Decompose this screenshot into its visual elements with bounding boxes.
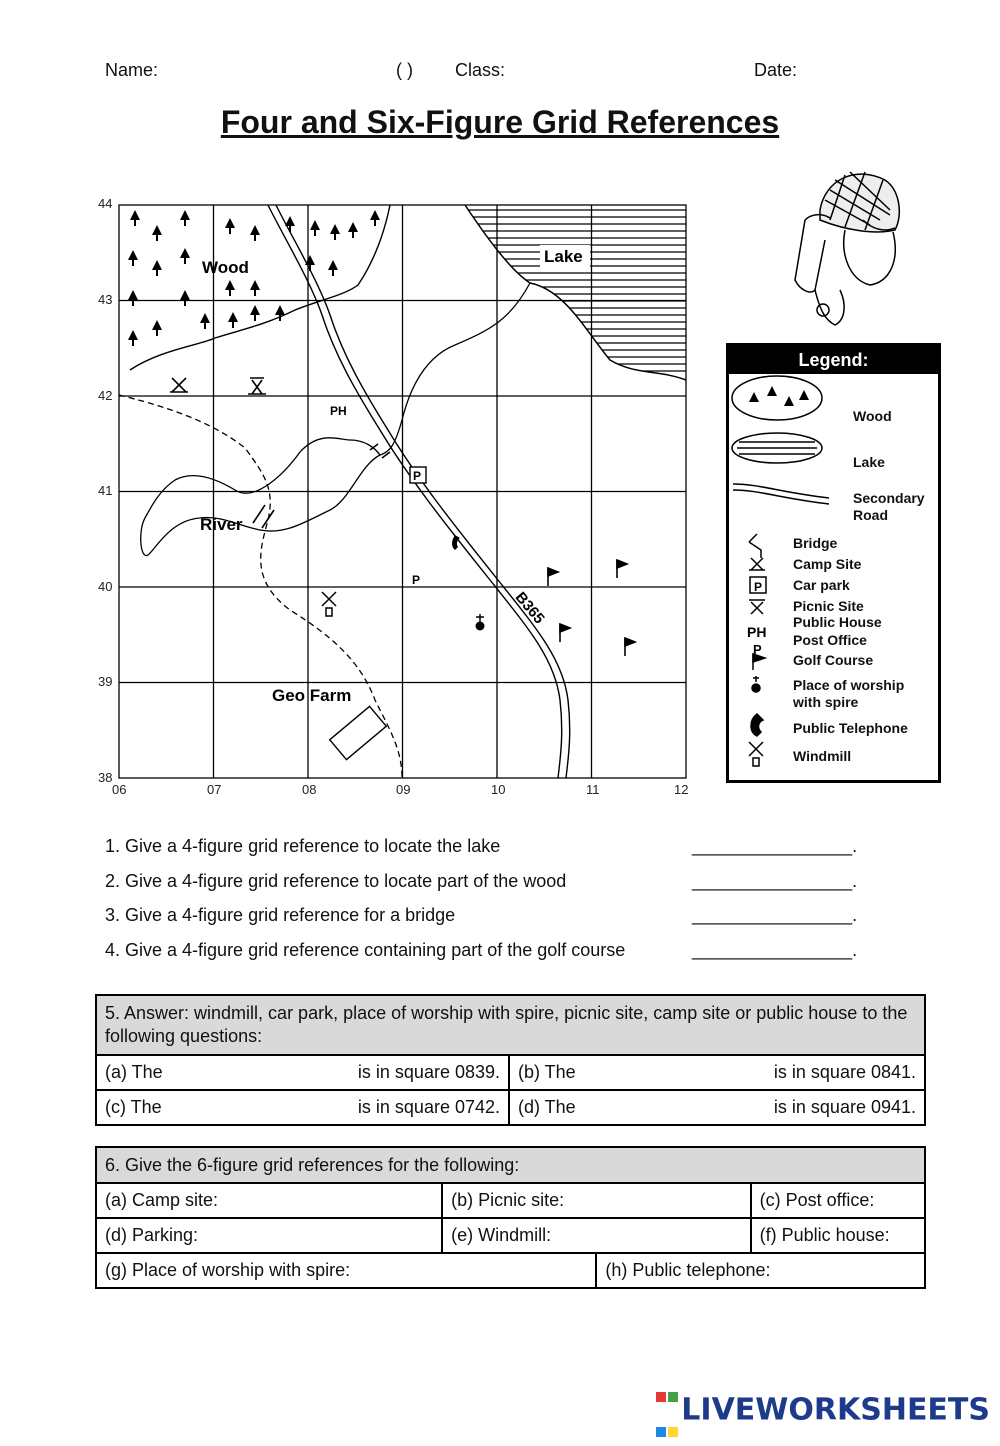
q6-camp-site[interactable]: (a) Camp site:	[96, 1183, 442, 1218]
easting-label: 10	[491, 782, 506, 797]
q5-cell-label: (b) The	[518, 1062, 576, 1082]
picnic-site-icon	[248, 378, 266, 394]
northing-label: 44	[98, 196, 113, 211]
q5-cell-label: (a) The	[105, 1062, 163, 1082]
logo-blocks-icon	[655, 1376, 679, 1446]
northing-label: 40	[98, 579, 113, 594]
easting-label: 08	[302, 782, 317, 797]
camp-site-icon	[170, 378, 188, 392]
legend-item: Windmill	[793, 748, 852, 764]
northing-label: 43	[98, 292, 113, 307]
camp-symbol	[749, 558, 765, 570]
post-office-label: P	[412, 573, 421, 587]
page-title: Four and Six-Figure Grid References	[220, 104, 780, 140]
worship-symbol	[752, 684, 760, 692]
northing-label: 39	[98, 674, 113, 689]
answer-blank[interactable]: ________________.	[692, 871, 858, 891]
map-legend	[726, 343, 941, 783]
q5-cell-square: is in square 0839.	[357, 1062, 500, 1082]
car-park-icon	[410, 467, 426, 483]
q6-post-office[interactable]: (c) Post office:	[751, 1183, 925, 1218]
legend-ph-symbol: PH	[747, 624, 767, 640]
legend-item: Post Office	[793, 632, 867, 648]
legend-item: Bridge	[793, 535, 838, 551]
river-label: River	[200, 515, 243, 534]
index-parentheses: ( )	[396, 60, 413, 80]
question-text: 4. Give a 4-figure grid reference containing part of the golf course	[105, 940, 626, 960]
farm-building	[330, 706, 387, 759]
road-label: B365	[511, 588, 548, 628]
legend-carpark-symbol-letter: P	[754, 580, 763, 594]
q6-public-house[interactable]: (f) Public house:	[751, 1218, 925, 1253]
easting-label: 06	[112, 782, 127, 797]
q5-cell-c[interactable]	[96, 1090, 509, 1125]
easting-label: 12	[674, 782, 689, 797]
lake-area	[460, 205, 690, 380]
windmill-symbol	[749, 742, 763, 766]
northing-label: 38	[98, 770, 113, 785]
bridge-symbol	[749, 534, 761, 558]
q6-windmill[interactable]: (e) Windmill:	[442, 1218, 750, 1253]
grid-map	[90, 190, 700, 805]
question-text: 1. Give a 4-figure grid reference to locate the lake	[105, 836, 501, 856]
q5-cell-square: is in square 0742.	[357, 1097, 500, 1117]
logo-text: LIVEWORKSHEETS	[681, 1392, 990, 1428]
place-of-worship-icon	[476, 614, 484, 630]
q6-picnic-site[interactable]: (b) Picnic site:	[442, 1183, 750, 1218]
legend-item: Place of worship with spire	[793, 677, 905, 710]
legend-p-symbol: P	[753, 642, 762, 657]
lake-label: Lake	[544, 247, 583, 266]
detective-illustration	[775, 160, 915, 330]
telephone-symbol	[751, 714, 763, 736]
river	[141, 438, 380, 556]
easting-label: 09	[396, 782, 411, 797]
wood-symbol	[732, 376, 822, 420]
q5-cell-square: is in square 0841.	[773, 1062, 916, 1082]
answer-blank[interactable]: ________________.	[692, 836, 858, 856]
legend-item: Picnic Site	[793, 598, 864, 614]
picnic-symbol	[749, 600, 765, 614]
wood-label: Wood	[202, 258, 249, 277]
bridge-icon	[253, 444, 390, 528]
question-5-table	[95, 994, 926, 1126]
svg-text:P: P	[413, 469, 422, 483]
q6-place-of-worship[interactable]: (g) Place of worship with spire:	[96, 1253, 596, 1288]
q5-cell-square: is in square 0941.	[773, 1097, 916, 1117]
q5-header: 5. Answer: windmill, car park, place of worship with spire, picnic site, camp site or public house to the following questions:	[96, 995, 925, 1055]
q5-cell-d[interactable]	[509, 1090, 925, 1125]
farm-label: Geo Farm	[272, 686, 352, 705]
class-label: Class:	[455, 60, 506, 80]
grid-lines	[119, 205, 686, 778]
question-6-table	[95, 1146, 926, 1289]
legend-item: Car park	[793, 577, 850, 593]
q6-header: 6. Give the 6-figure grid references for the following:	[96, 1147, 925, 1183]
question-text: 3. Give a 4-figure grid reference for a bridge	[105, 905, 456, 925]
road-symbol	[733, 484, 829, 504]
windmill-icon	[322, 592, 336, 616]
legend-item: Lake	[853, 454, 885, 470]
public-house-label: PH	[330, 404, 347, 418]
legend-title: Legend:	[729, 346, 938, 374]
easting-label: 07	[207, 782, 222, 797]
q5-cell-b[interactable]	[509, 1055, 925, 1090]
northing-label: 42	[98, 388, 113, 403]
easting-label: 11	[586, 782, 600, 797]
answer-blank[interactable]: ________________.	[692, 905, 858, 925]
legend-item: Public Telephone	[793, 720, 908, 736]
answer-blank[interactable]: ________________.	[692, 940, 858, 960]
date-label: Date:	[754, 60, 798, 80]
legend-item: Wood	[853, 408, 892, 424]
telephone-icon	[452, 535, 460, 550]
q5-cell-label: (d) The	[518, 1097, 576, 1117]
legend-item: Public House	[793, 614, 882, 630]
q5-cell-a[interactable]	[96, 1055, 509, 1090]
question-text: 2. Give a 4-figure grid reference to locate part of the wood	[105, 871, 567, 891]
northing-label: 41	[98, 483, 113, 498]
legend-item: Golf Course	[793, 652, 874, 668]
liveworksheets-logo	[655, 1376, 990, 1446]
q6-parking[interactable]: (d) Parking:	[96, 1218, 442, 1253]
name-label: Name:	[105, 60, 159, 80]
legend-item: Camp Site	[793, 556, 862, 572]
legend-item: Secondary Road	[853, 490, 925, 523]
q5-cell-label: (c) The	[105, 1097, 162, 1117]
q6-public-telephone[interactable]: (h) Public telephone:	[596, 1253, 925, 1288]
